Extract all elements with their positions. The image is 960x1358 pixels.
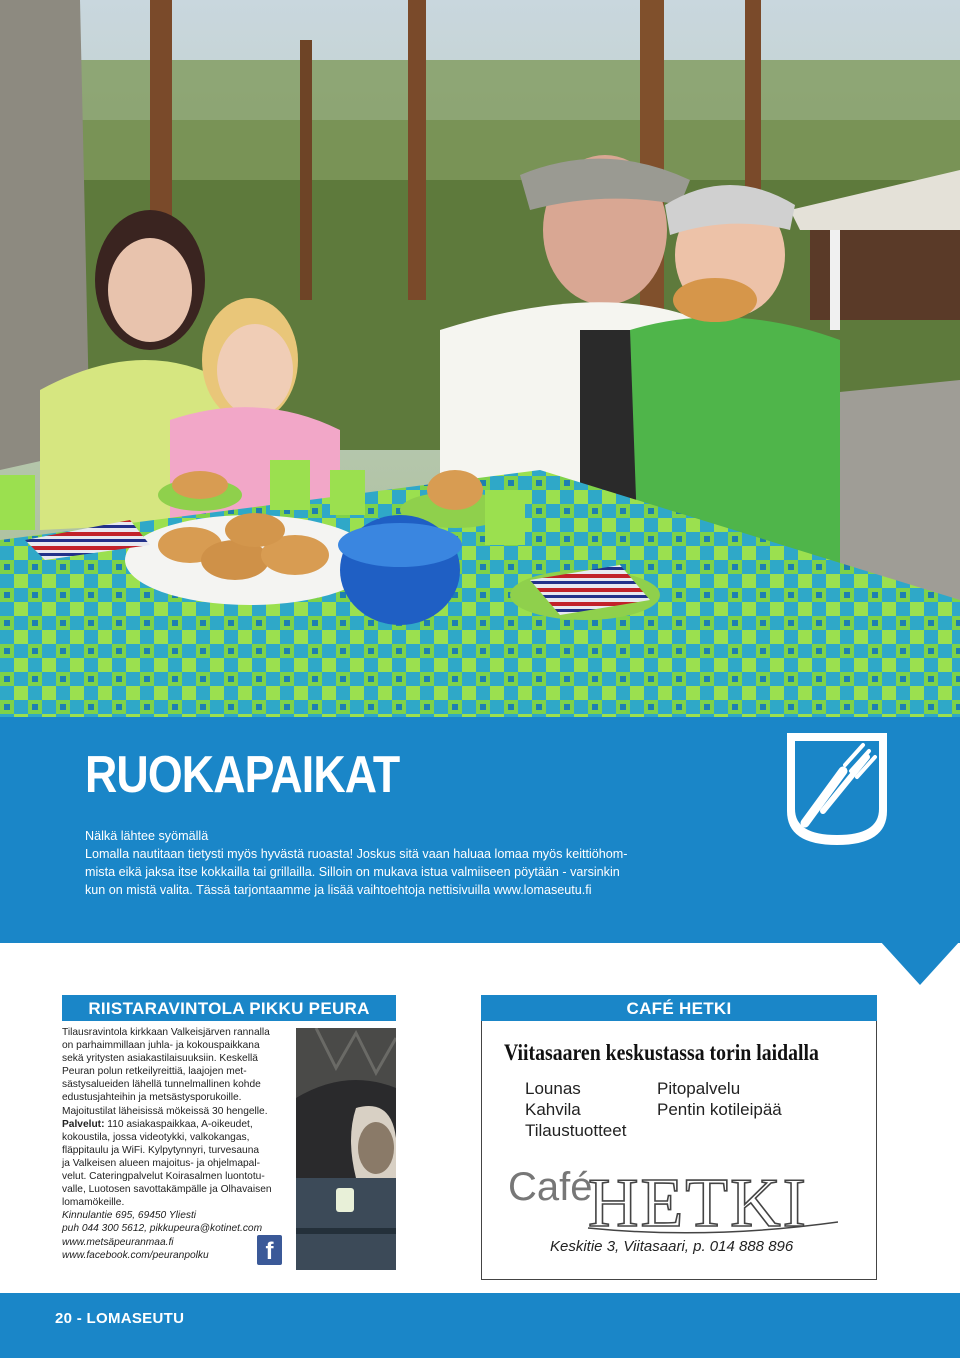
text-line: edustusjahteihin ja metsästysporukoille. <box>62 1092 242 1104</box>
phone-email-line[interactable]: puh 044 300 5612, pikkupeura@kotinet.com <box>62 1223 263 1235</box>
cafe-address: Keskitie 3, Viitasaari, p. 014 888 896 <box>550 1238 794 1255</box>
service-item: Pitopalvelu <box>657 1079 741 1098</box>
text-line: sästysalueiden lähellä tunnelmallinen kohde <box>62 1079 261 1091</box>
text-line: valle, Luotosen savottakämpälle ja Olhavaisen <box>62 1184 272 1196</box>
text-line: Majoitustilat läheisissä mökeissä 30 hengelle. <box>62 1105 268 1117</box>
fork-knife-icon <box>783 731 891 847</box>
text-line: sekä yritysten asiakastilaisuuksiin. Keskellä <box>62 1053 258 1065</box>
text-line: kokoustila, jossa videotykki, valkokangas, <box>62 1131 250 1143</box>
intro-heading: Nälkä lähtee syömällä <box>85 829 209 843</box>
page-number-label: 20 - LOMASEUTU <box>55 1310 185 1327</box>
listing-heading: RIISTARAVINTOLA PIKKU PEURA <box>62 995 396 1021</box>
cafe-headline: Viitasaaren keskustassa torin laidalla <box>504 1040 819 1065</box>
address-line: Kinnulantie 695, 69450 Yliesti <box>62 1210 197 1222</box>
text-line: on parhaimmillaan juhla- ja kokouspaikkana <box>62 1040 260 1052</box>
banner-notch <box>880 941 960 985</box>
services-label: Palvelut: <box>62 1118 105 1130</box>
text-line: Tilausravintola kirkkaan Valkeisjärven rannalla <box>62 1027 270 1038</box>
service-list-1 <box>525 1078 626 1141</box>
service-item: Pentin kotileipää <box>657 1100 782 1119</box>
restaurant-photo <box>296 1028 396 1270</box>
website-link[interactable]: www.metsäpeuranmaa.fi <box>62 1236 174 1248</box>
service-item: Kahvila <box>525 1100 581 1119</box>
logo-word-text: HETKI <box>588 1165 808 1234</box>
intro-line: Lomalla nautitaan tietysti myös hyvästä ruoasta! Joskus sitä vaan haluaa lomaa myös keittiöhom- <box>85 847 628 861</box>
services-line <box>62 1118 284 1131</box>
intro-text <box>85 827 705 899</box>
text-line: velut. Cateringpalvelut Koirasalmen luontotu- <box>62 1171 265 1183</box>
intro-line: kun on mistä valita. Tässä tarjontaamme ja lisää vaihtoehtoja nettisivuilla www.lomaseutu.fi <box>85 883 592 897</box>
text-line: fläppitaulu ja WiFi. Kylpytynnyri, turvesauna <box>62 1144 260 1156</box>
text-line: ja Valkeisen alueen majoitus- ja ohjelmapal- <box>62 1157 261 1169</box>
listing-heading: CAFÉ HETKI <box>481 995 877 1021</box>
service-item: Lounas <box>525 1079 581 1098</box>
listing-description <box>62 1026 284 1262</box>
section-title: RUOKAPAIKAT <box>85 746 400 804</box>
service-item: Tilaustuotteet <box>525 1121 627 1140</box>
intro-line: mista eikä jaksa itse kokkailla tai grillailla. Silloin on mukava istua valmiiseen pöytään - varsinkin <box>85 865 620 879</box>
facebook-link[interactable]: www.facebook.com/peuranpolku <box>62 1249 209 1261</box>
text-line: lomamökeille. <box>62 1197 125 1209</box>
cafe-hetki-logo <box>508 1162 838 1234</box>
logo-script-text: Café <box>508 1165 593 1209</box>
service-list-2 <box>657 1078 782 1120</box>
text-line: 110 asiakaspaikkaa, A-oikeudet, <box>104 1118 253 1130</box>
facebook-icon[interactable]: f <box>257 1235 282 1265</box>
text-line: Peuran polun retkeilyreittiä, laajojen met- <box>62 1066 247 1078</box>
